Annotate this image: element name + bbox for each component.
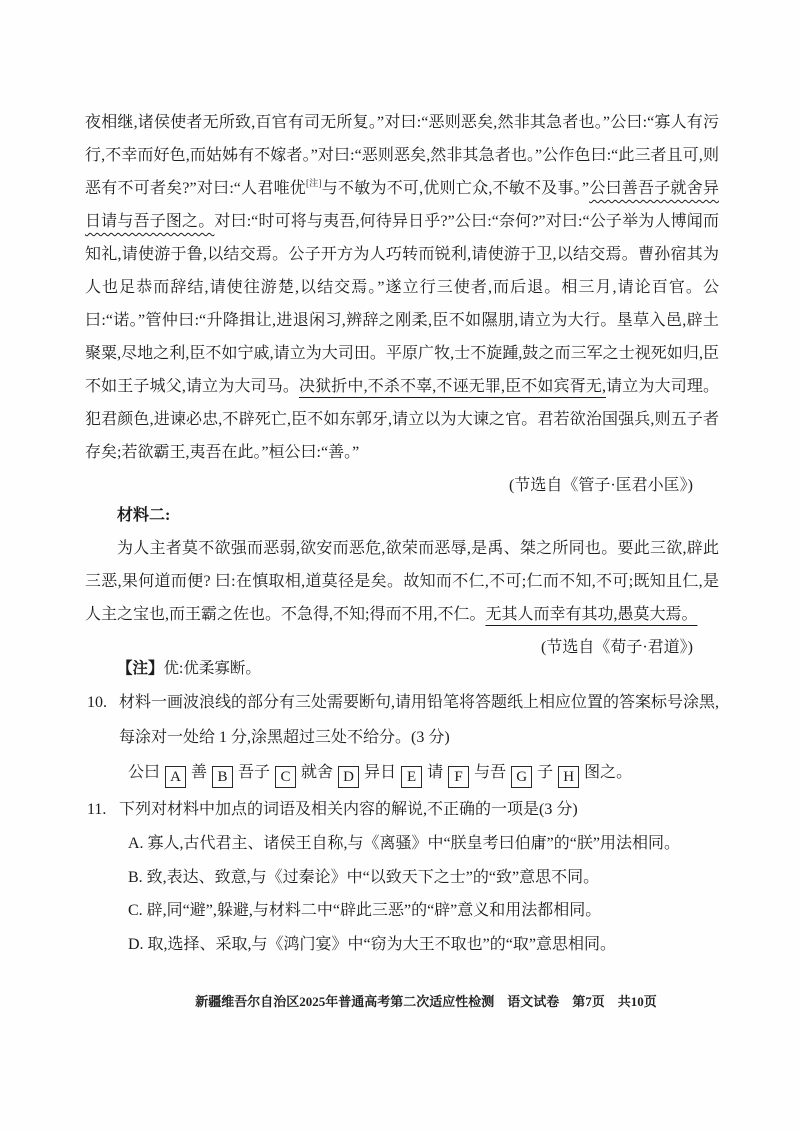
- page-content: [85, 106, 719, 961]
- footnote-label: 【注】: [117, 660, 164, 677]
- option-c: C. 辟,同“避”,躲避,与材料二中“辟此三恶”的“辟”意义和用法都相同。: [128, 902, 602, 919]
- answer-line-text: 就舍: [301, 764, 334, 781]
- question-10-text: 材料一画波浪线的部分有三处需要断句,请用铅笔将答题纸上相应位置的答案标号涂黑,每涂对一处给 1 分,涂黑超过三处不给分。(3 分): [119, 694, 720, 746]
- option-b: B. 致,表达、致意,与《过秦论》中“以致天下之士”的“致”意思不同。: [128, 868, 600, 886]
- underlined-passage-1: 决狱折中,不杀不辜,不诬无罪,臣不如宾胥无,: [299, 378, 606, 395]
- material-1-text: 请立为大司理。犯君颜色,进谏必忠,不辟死亡,臣不如东郭牙,请立以为大谏之官。君若欲治国强兵,则五子者存矣;若欲霸王,夷吾在此。”桓公曰:“善。”: [85, 378, 719, 461]
- question-10: [85, 685, 719, 755]
- answer-box-f: F: [448, 766, 469, 788]
- material-1-source: (节选自《管子·匡君小匡》): [509, 477, 693, 494]
- question-11-options: [85, 827, 719, 961]
- note-reference-mark: [注]: [306, 178, 322, 188]
- answer-box-h: H: [558, 766, 579, 788]
- question-11: [85, 792, 719, 827]
- question-10-answer-line: [85, 755, 719, 790]
- answer-box-d: D: [338, 766, 359, 788]
- question-10-number: 10.: [87, 694, 107, 711]
- page-footer: 新疆维吾尔自治区2025年普通高考第二次适应性检测 语文试卷 第7页 共10页: [195, 994, 657, 1009]
- material-2-heading: 材料二:: [117, 507, 171, 524]
- answer-line-text: 公曰: [128, 764, 161, 781]
- material-1-text: 对曰:“时可将与夷吾,何待异日乎?”公曰:“奈何?”对曰:“公子举为人博闻而知礼,请使游于鲁,以结交焉。公子开方为人巧转而锐利,请使游于卫,以结交焉。曹孙宿其为人也足恭而辞结,请使往游楚,以结交焉。”遂立行三使者,而后退。相三月,请论百官。公曰:“诺。”管仲曰:“升降揖让,进退闲习,辨辞之刚柔,臣不如隰朋,请立为大行。垦草入邑,辟土聚粟,尽地之利,臣不如宁戚,请立为大司田。平原广牧,士不旋踵,鼓之而三军之士视死如归,臣不如王子城父,请立为大司马。: [85, 213, 719, 395]
- material-2-text: 为人主者莫不欲强而恶弱,欲安而恶危,欲荣而恶辱,是禹、桀之所同也。要此三欲,辟此三恶,果何道而便? 曰:在慎取相,道莫径是矣。故知而不仁,不可;仁而不知,不可;既知且仁,是人主之宝也,而王霸之佐也。不急得,不知;得而不用,不仁。: [85, 540, 719, 623]
- material-1-text: 夜相继,诸侯使者无所致,百官有司无所复。”对曰:“恶则恶矣,然非其急者也。”公曰:“寡人有污行,不幸而好色,而姑姊有不嫁者。”对曰:“恶则恶矣,然非其急者也。”公作色曰:“此三者且可,则恶有不可者矣?”对曰:“人君唯优: [85, 114, 719, 197]
- material-1-paragraph: [85, 106, 719, 469]
- footnote-text: 优:优柔寡断。: [163, 660, 261, 677]
- answer-line-text: 图之。: [584, 764, 633, 781]
- material-2-source: (节选自《荀子·君道》): [541, 639, 693, 656]
- option-d: D. 取,选择、采取,与《鸿门宴》中“窃为大王不取也”的“取”意思相同。: [128, 935, 616, 953]
- answer-line-text: 子: [537, 764, 554, 781]
- answer-line-text: 善: [191, 764, 208, 781]
- wavy-underlined-passage: 公曰善吾子就舍异日请与吾子图之。: [85, 180, 719, 230]
- answer-box-g: G: [511, 766, 532, 788]
- material-2-paragraph: [85, 532, 719, 631]
- answer-line-text: 吾子: [238, 764, 271, 781]
- answer-line-text: 异日: [364, 764, 397, 781]
- underlined-passage-2: 无其人而幸有其功,愚莫大焉。: [485, 606, 698, 623]
- question-11-number: 11.: [87, 801, 107, 818]
- answer-box-e: E: [401, 766, 422, 788]
- answer-box-a: A: [165, 766, 186, 788]
- answer-line-text: 请: [427, 764, 444, 781]
- question-11-stem: 下列对材料中加点的词语及相关内容的解说,不正确的一项是(3 分): [119, 801, 578, 818]
- answer-box-c: C: [275, 766, 296, 788]
- option-a: A. 寡人,古代君主、诸侯王自称,与《离骚》中“朕皇考曰伯庸”的“朕”用法相同。: [128, 835, 680, 852]
- answer-box-b: B: [212, 766, 233, 788]
- answer-line-text: 与吾: [474, 764, 507, 781]
- material-1-text: 与不敏为不可,优则亡众,不敏不及事。”: [321, 180, 590, 197]
